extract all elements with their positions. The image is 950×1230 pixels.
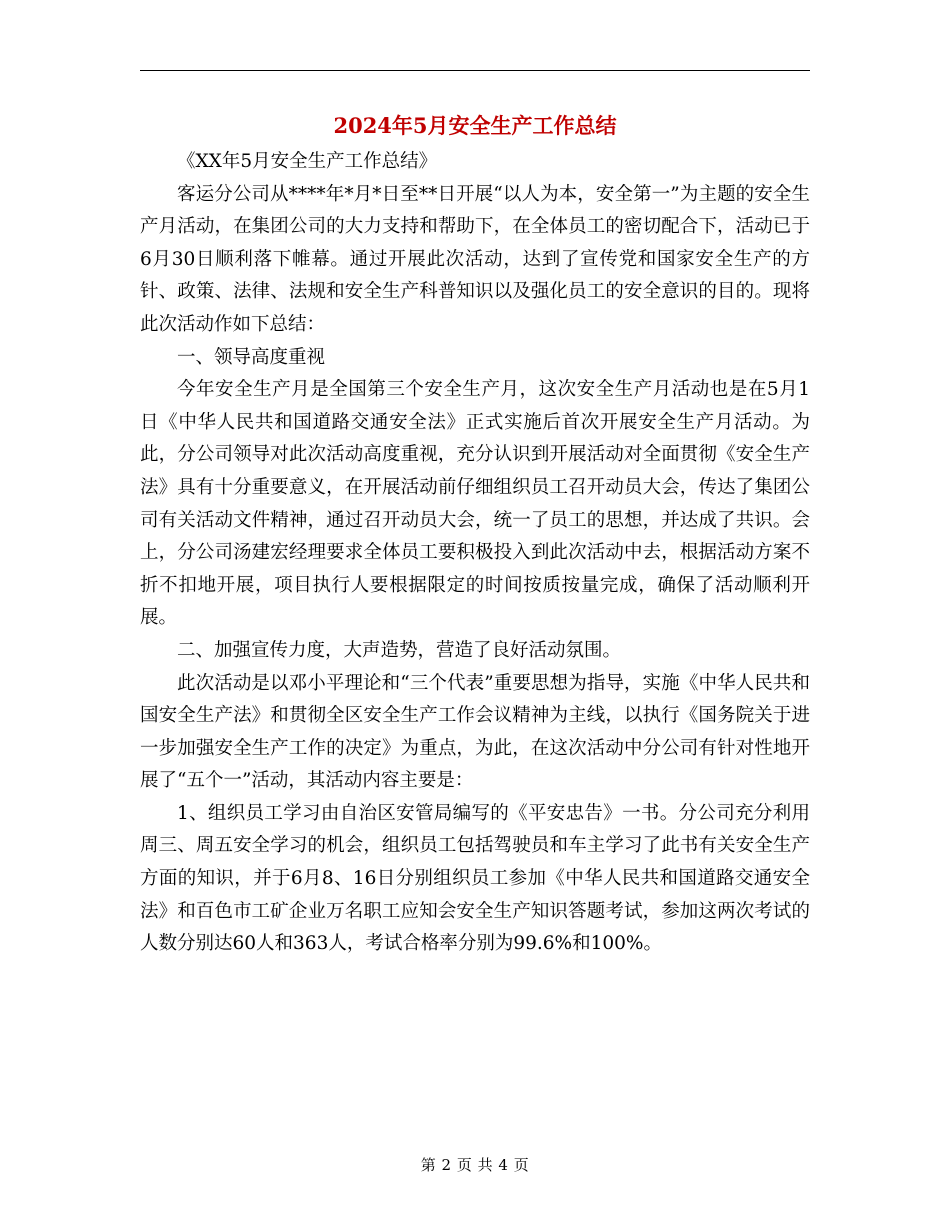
- intro-paragraph: 客运分公司从****年*月*日至**日开展“以人为本，安全第一”为主题的安全生产月活动，在集团公司的大力支持和帮助下，在全体员工的密切配合下，活动已于6月30日顺利落下帷幕。通过开展此次活动，达到了宣传党和国家安全生产的方针、政策、法律、法规和安全生产科普知识以及强化员工的安全意识的目的。现将此次活动作如下总结：: [140, 183, 810, 335]
- header-rule: [140, 70, 810, 71]
- list-item-1-paragraph: 1、组织员工学习由自治区安管局编写的《平安忠告》一书。分公司充分利用周三、周五安全学习的机会，组织员工包括驾驶员和车主学习了此书有关安全生产方面的知识，并于6月8、16日分别组织员工参加《中华人民共和国道路交通安全法》和百色市工矿企业万名职工应知会安全生产知识答题考试，参加这两次考试的人数分别达60人和363人，考试合格率分别为99.6%和100%。: [140, 802, 810, 955]
- document-title: 2024年5月安全生产工作总结: [333, 113, 617, 138]
- page-number-footer: 第 2 页 共 4 页: [420, 1156, 530, 1174]
- document-body: [140, 146, 810, 961]
- section-heading-1: 一、领导高度重视: [177, 346, 326, 368]
- section-heading-2: 二、加强宣传力度，大声造势，营造了良好活动氛围。: [177, 639, 622, 661]
- section-1-paragraph: 今年安全生产月是全国第三个安全生产月，这次安全生产月活动也是在5月1日《中华人民共和国道路交通安全法》正式实施后首次开展安全生产月活动。为此，分公司领导对此次活动高度重视，充分认识到开展活动对全面贯彻《安全生产法》具有十分重要意义，在开展活动前仔细组织员工召开动员大会，传达了集团公司有关活动文件精神，通过召开动员大会，统一了员工的思想，并达成了共识。会上，分公司汤建宏经理要求全体员工要积极投入到此次活动中去，根据活动方案不折不扣地开展，项目执行人要根据限定的时间按质按量完成，确保了活动顺利开展。: [140, 379, 810, 629]
- section-2-paragraph: 此次活动是以邓小平理论和“三个代表”重要思想为指导，实施《中华人民共和国安全生产法》和贯彻全区安全生产工作会议精神为主线，以执行《国务院关于进一步加强安全生产工作的决定》为重点，为此，在这次活动中分公司有针对性地开展了“五个一”活动，其活动内容主要是：: [140, 672, 810, 792]
- subtitle-paragraph: 《XX年5月安全生产工作总结》: [177, 151, 438, 172]
